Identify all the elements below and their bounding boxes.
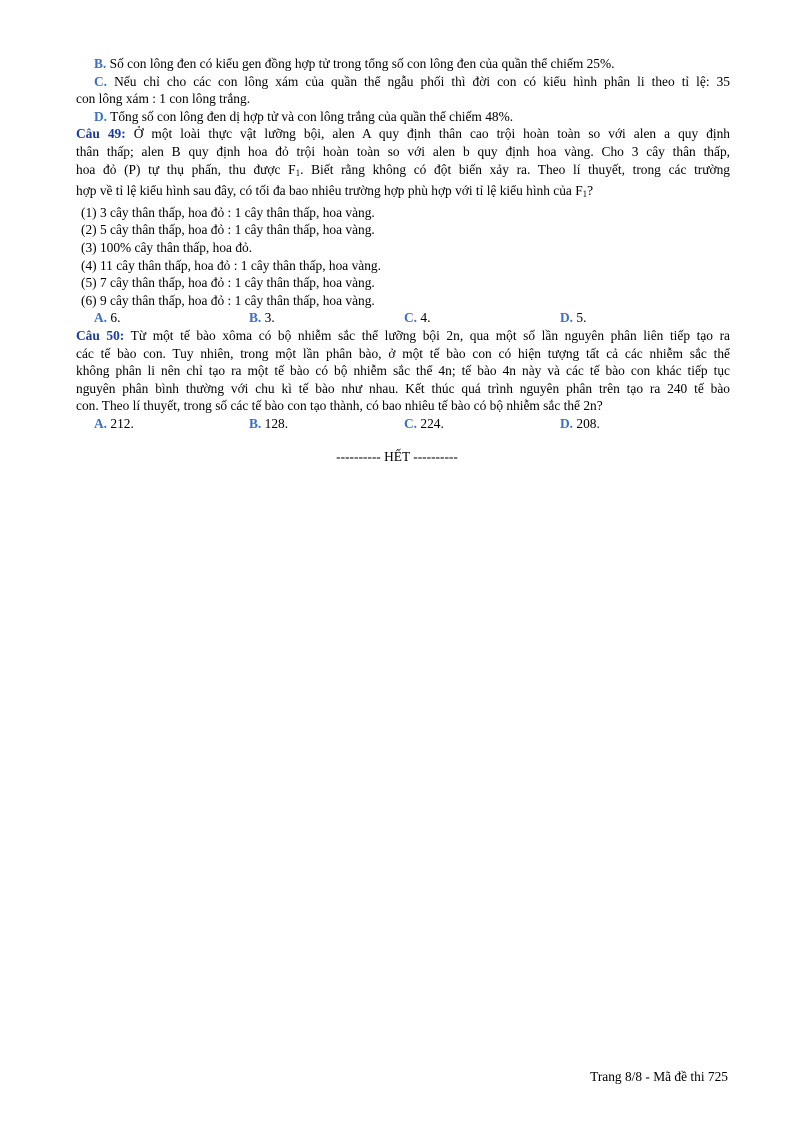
answer-b[interactable] bbox=[249, 415, 288, 433]
answer-a[interactable] bbox=[94, 309, 120, 327]
answer-value: 224. bbox=[420, 415, 444, 431]
question-50-line-3: không phân li nên chỉ tạo ra một tế bào có bộ nhiễm sắc thể 4n; tế bào 4n này và các tế bào con khác tiếp tục bbox=[76, 363, 730, 379]
answer-letter: B. bbox=[249, 415, 262, 431]
question-50-line-1 bbox=[76, 327, 730, 345]
text-segment: ? bbox=[587, 183, 594, 199]
question-50-line-5: con. Theo lí thuyết, trong số các tế bào con tạo thành, có bao nhiêu tế bào có bộ nhiễm sắc thể 2n? bbox=[76, 398, 603, 414]
answer-value: 208. bbox=[576, 415, 600, 431]
answer-letter: C. bbox=[404, 310, 418, 326]
answer-b[interactable] bbox=[249, 309, 275, 327]
question-49-line-3 bbox=[76, 161, 730, 183]
answer-value: 4. bbox=[420, 310, 431, 326]
answer-value: 128. bbox=[264, 415, 289, 431]
answer-d[interactable] bbox=[560, 415, 600, 433]
question-50-line-4: nguyên phân bình thường với chu kì tế bào như nhau. Kết thúc quá trình nguyên phân trên tạo ra 240 tế bào bbox=[76, 380, 730, 396]
q49-item: (4) 11 cây thân thấp, hoa đỏ : 1 cây thân thấp, hoa vàng. bbox=[81, 257, 381, 273]
subscript: 1 bbox=[582, 189, 588, 200]
answer-c[interactable] bbox=[404, 309, 430, 327]
option-letter: C. bbox=[94, 73, 108, 89]
q49-item: (3) 100% cây thân thấp, hoa đỏ. bbox=[81, 239, 253, 255]
option-d bbox=[76, 108, 730, 126]
option-text: Tổng số con lông đen dị hợp tử và con lông trắng của quần thể chiếm 48%. bbox=[110, 108, 514, 124]
option-text: Số con lông đen có kiểu gen đồng hợp tử trong tổng số con lông đen của quần thể chiếm 25%. bbox=[109, 56, 615, 71]
end-marker: ---------- HẾT ---------- bbox=[336, 449, 458, 464]
option-c-line-2: con lông xám : 1 con lông trắng. bbox=[76, 91, 251, 107]
q49-item: (5) 7 cây thân thấp, hoa đỏ : 1 cây thân thấp, hoa vàng. bbox=[81, 275, 375, 291]
answer-value: 5. bbox=[576, 310, 587, 326]
option-letter: B. bbox=[94, 56, 107, 71]
answer-d[interactable] bbox=[560, 309, 586, 327]
answer-value: 6. bbox=[110, 310, 121, 326]
text-segment: . Biết rằng không có đột biến xảy ra. Theo lí thuyết, trong các trường bbox=[300, 161, 730, 177]
answer-a[interactable] bbox=[94, 415, 134, 433]
answer-letter: B. bbox=[249, 310, 262, 326]
option-b bbox=[76, 55, 730, 73]
q49-answers bbox=[76, 309, 730, 327]
answer-letter: C. bbox=[404, 415, 418, 431]
question-text: Ở một loài thực vật lưỡng bội, alen A quy định thân cao trội hoàn toàn so với alen a quy định bbox=[133, 126, 730, 142]
option-c-line-1 bbox=[76, 73, 730, 91]
question-49-line-4 bbox=[76, 182, 730, 204]
text-segment: hoa đỏ (P) tự thụ phấn, thu được F bbox=[76, 161, 296, 177]
q49-item: (2) 5 cây thân thấp, hoa đỏ : 1 cây thân thấp, hoa vàng. bbox=[81, 222, 375, 238]
answer-letter: D. bbox=[560, 310, 574, 326]
subscript: 1 bbox=[295, 167, 301, 178]
answer-value: 3. bbox=[264, 310, 275, 326]
answer-value: 212. bbox=[110, 415, 134, 431]
page-footer: Trang 8/8 - Mã đề thi 725 bbox=[590, 1069, 728, 1084]
question-49-line-1 bbox=[76, 125, 730, 143]
answer-letter: A. bbox=[94, 415, 108, 431]
exam-page-content bbox=[76, 55, 730, 432]
question-text: Từ một tế bào xôma có bộ nhiễm sắc thể lưỡng bội 2n, qua một số lần nguyên phân liên tiếp tạo ra bbox=[130, 327, 731, 343]
answer-letter: A. bbox=[94, 310, 108, 326]
question-50-line-2: các tế bào con. Tuy nhiên, trong một lần phân bào, ở một tế bào con có hiện tượng tất cả các nhiễm sắc thể bbox=[76, 345, 730, 361]
option-letter: D. bbox=[94, 108, 108, 124]
option-text: Nếu chỉ cho các con lông xám của quần thể ngẫu phối thì đời con có kiểu hình phân li theo tỉ lệ: 35 bbox=[114, 73, 730, 89]
answer-letter: D. bbox=[560, 415, 574, 431]
question-label: Câu 50: bbox=[76, 327, 125, 343]
q49-item: (1) 3 cây thân thấp, hoa đỏ : 1 cây thân thấp, hoa vàng. bbox=[81, 204, 375, 220]
q50-answers bbox=[76, 415, 730, 433]
question-49-line-2: thân thấp; alen B quy định hoa đỏ trội hoàn toàn so với alen b quy định hoa vàng. Cho 3 cây thân thấp, bbox=[76, 143, 730, 159]
text-segment: hợp về tỉ lệ kiểu hình sau đây, có tối đa bao nhiêu trường hợp phù hợp với tỉ lệ kiểu hình của F bbox=[76, 183, 583, 199]
question-label: Câu 49: bbox=[76, 126, 126, 142]
answer-c[interactable] bbox=[404, 415, 444, 433]
q49-item: (6) 9 cây thân thấp, hoa đỏ : 1 cây thân thấp, hoa vàng. bbox=[81, 292, 375, 308]
